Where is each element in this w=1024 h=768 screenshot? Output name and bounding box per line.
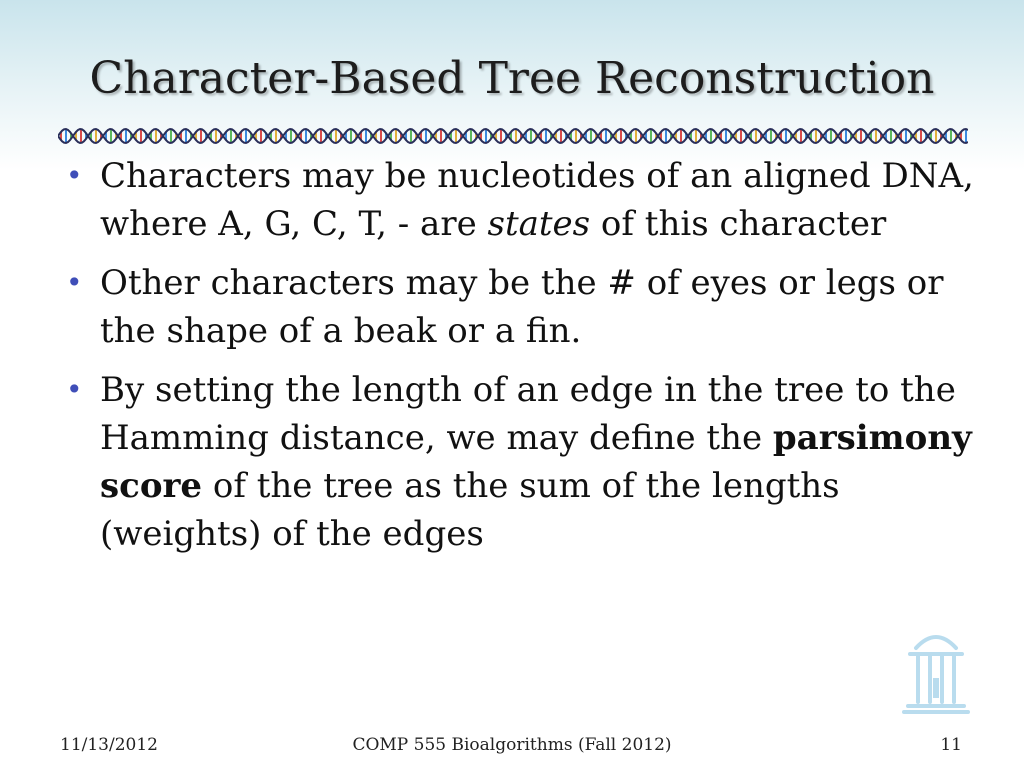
page-number: 11 [940, 735, 962, 755]
dna-helix-icon [58, 126, 968, 146]
footer-date: 11/13/2012 [60, 735, 158, 755]
bullet-item [62, 152, 982, 248]
bullet-item [62, 366, 982, 558]
bullet-dot-icon: • [66, 373, 83, 406]
bullet-text: of the tree as the sum of the lengths (weights) of the edges [100, 466, 840, 554]
bullet-dot-icon: • [66, 159, 83, 192]
bullet-text: Other characters may be the # of eyes or legs or the shape of a beak or a fin. [100, 263, 944, 351]
bullet-list [62, 152, 982, 569]
bullet-text-italic: states [487, 204, 591, 244]
bullet-text-bold: parsimony score [100, 418, 972, 506]
old-well-logo-icon [900, 620, 972, 718]
footer-course: COMP 555 Bioalgorithms (Fall 2012) [352, 735, 672, 755]
slide-title: Character-Based Tree Reconstruction [89, 53, 935, 104]
bullet-text: of this character [590, 204, 887, 244]
bullet-item [62, 259, 982, 355]
bullet-text: Characters may be nucleotides of an aligned DNA, where A, G, C, T, - are [100, 156, 974, 244]
bullet-text: By setting the length of an edge in the tree to the Hamming distance, we may define the [100, 370, 956, 458]
bullet-dot-icon: • [66, 266, 83, 299]
